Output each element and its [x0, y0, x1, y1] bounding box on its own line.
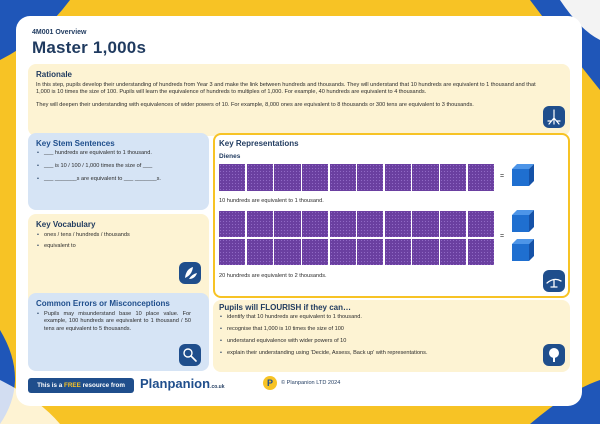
hundred-flat: [468, 211, 494, 237]
list-item: • equivalent to: [36, 243, 206, 249]
rationale-paragraph-2: They will deepen their understanding with equivalences of wider powers of 10. For example, 8,000 ones are equivalent to 8 thousands or 300 tens are equivalent to 3 thousands.: [36, 102, 474, 108]
equals-sign: =: [500, 233, 505, 240]
thousand-cube: [510, 237, 536, 263]
hundred-flat: [330, 211, 356, 237]
thousand-cube: [510, 162, 536, 188]
hundred-flat: [274, 164, 300, 191]
dienes-label: Dienes: [219, 153, 241, 160]
vocab-list: [36, 232, 206, 249]
hundred-flat: [357, 164, 383, 191]
hundred-flat: [302, 164, 328, 191]
hundred-flat: [330, 164, 356, 191]
hundreds-row-1: [219, 164, 494, 191]
rationale-paragraph-1: In this step, pupils develop their understanding of hundreds from Year 3 and make the link between hundreds and thousands. They will understand that 10 hundreds are equivalent to 1 thousand and that 1,000 is 10 times the size of 100. Pupils will learn the equivalence of hundreds to multiples of 1,000. For example, 40 hundreds are equivalent to 4 thousands.: [36, 82, 536, 96]
hundred-flat: [302, 211, 328, 237]
rationale-heading: Rationale: [36, 70, 73, 79]
equals-sign: =: [500, 173, 505, 180]
list-item: • ___ is 10 / 100 / 1,000 times the size of ___: [36, 163, 206, 169]
list-item: • ones / tens / hundreds / thousands: [36, 232, 206, 238]
hundred-flat: [385, 164, 411, 191]
thousand-cube: [510, 208, 536, 234]
hundred-flat: [440, 239, 466, 265]
hundred-flat: [468, 164, 494, 191]
stem-heading: Key Stem Sentences: [36, 139, 115, 148]
free-resource-badge[interactable]: [28, 378, 134, 393]
hundred-flat: [219, 239, 245, 265]
errors-list: [36, 311, 191, 333]
caption-1: 10 hundreds are equivalent to 1 thousand.: [219, 198, 324, 204]
caption-2: 20 hundreds are equivalent to 2 thousands.: [219, 273, 327, 279]
flourish-heading: Pupils will FLOURISH if they can…: [219, 303, 352, 312]
list-item: • understand equivalence with wider powers of 10: [219, 338, 529, 344]
list-item: • explain their understanding using 'Decide, Assess, Back up' with representations.: [219, 350, 529, 356]
magnifier-icon: [179, 344, 201, 366]
planpanion-logo-icon: P: [263, 376, 277, 390]
rationale-panel: [28, 64, 570, 136]
tree-roots-icon: [543, 106, 565, 128]
hundred-flat: [412, 211, 438, 237]
hundred-flat: [219, 211, 245, 237]
list-item: • identify that 10 hundreds are equivalent to 1 thousand.: [219, 314, 529, 320]
seedling-icon: [543, 270, 565, 292]
copyright: © Planpanion LTD 2024: [281, 380, 341, 386]
lesson-code: 4M001 Overview: [32, 29, 87, 36]
hundred-flat: [330, 239, 356, 265]
hundred-flat: [274, 211, 300, 237]
page-title: Master 1,000s: [32, 38, 147, 57]
hundred-flat: [412, 239, 438, 265]
leaves-icon: [179, 262, 201, 284]
hundred-flat: [357, 211, 383, 237]
hundred-flat: [357, 239, 383, 265]
hundred-flat: [247, 239, 273, 265]
representations-heading: Key Representations: [219, 139, 299, 148]
stem-list: [36, 150, 206, 182]
errors-heading: Common Errors or Misconceptions: [36, 299, 170, 308]
hundred-flat: [385, 239, 411, 265]
overview-card: [16, 16, 582, 406]
hundred-flat: [468, 239, 494, 265]
vocab-heading: Key Vocabulary: [36, 220, 96, 229]
hundreds-row-2: [219, 211, 494, 265]
tree-icon: [543, 344, 565, 366]
badge-text: resource from: [80, 382, 125, 389]
hundred-flat: [412, 164, 438, 191]
brand-name[interactable]: Planpanion.co.uk: [140, 376, 225, 391]
hundred-flat: [440, 211, 466, 237]
hundred-flat: [440, 164, 466, 191]
hundred-flat: [247, 164, 273, 191]
badge-free: FREE: [64, 382, 81, 389]
badge-text: This is a: [37, 382, 65, 389]
flourish-list: [219, 314, 529, 356]
list-item: • ___ _______s are equivalent to ___ _______s.: [36, 176, 206, 182]
list-item: • ___ hundreds are equivalent to 1 thousand.: [36, 150, 206, 156]
list-item: • Pupils may misunderstand base 10 place value. For example, 100 hundreds are equivalent to 1 thousand / 50 tens are equivalent to 5 thousands.: [36, 311, 191, 333]
hundred-flat: [385, 211, 411, 237]
hundred-flat: [247, 211, 273, 237]
hundred-flat: [302, 239, 328, 265]
hundred-flat: [274, 239, 300, 265]
list-item: • recognise that 1,000 is 10 times the size of 100: [219, 326, 529, 332]
hundred-flat: [219, 164, 245, 191]
